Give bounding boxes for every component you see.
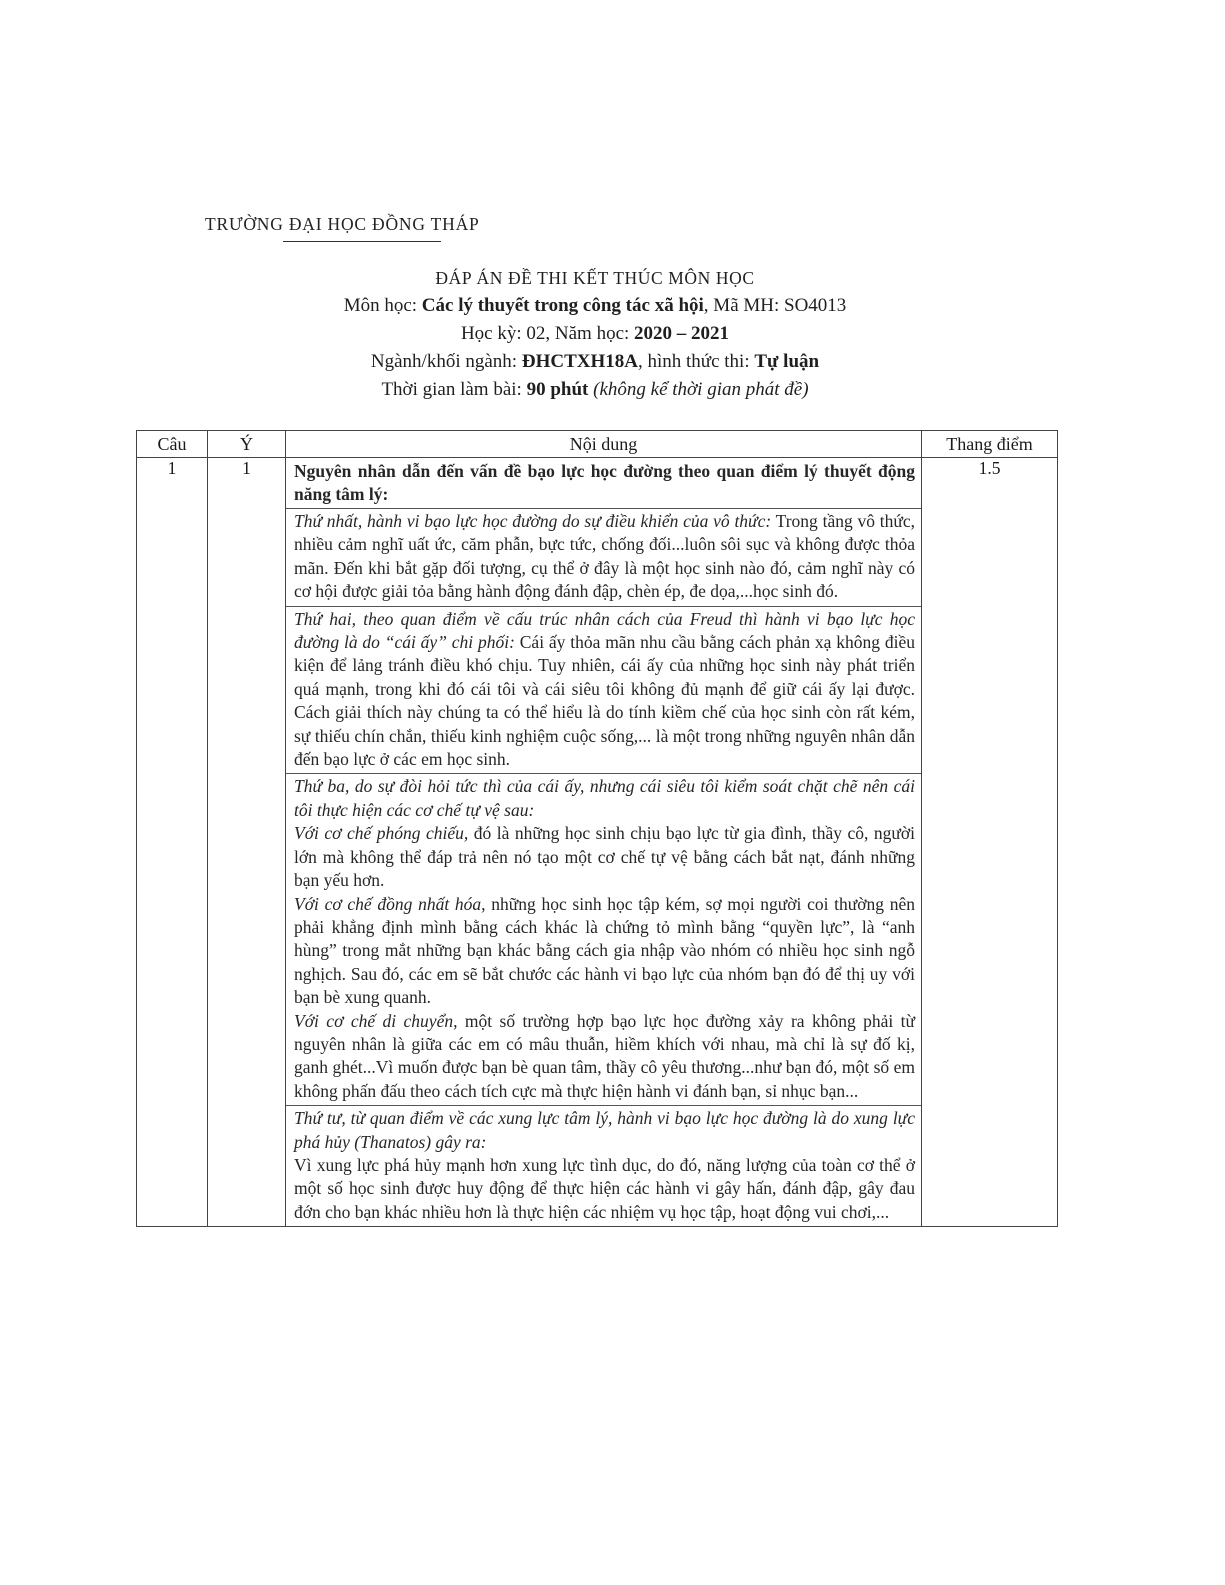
mechanism-displacement	[294, 1010, 915, 1104]
header-content: Nội dung	[286, 431, 922, 458]
header-part: Ý	[208, 431, 286, 458]
point-third	[286, 774, 921, 1106]
mechanism-displacement-text: một số trường hợp bạo lực học đường xảy ra không phải từ nguyên nhân là giữa các em có mâu thuẫn, hiềm khích với nhau, mà chỉ là sự đố kị, ganh ghét...Vì muốn được bạn bè quan tâm, thầy cô yêu thương...như bạn đó, một số em không phấn đấu theo cách tích cực mà thực hiện hành vi đánh bạn, sỉ nhục bạn...	[294, 1010, 915, 1101]
mechanism-projection-lead: Với cơ chế phóng chiếu,	[294, 823, 469, 844]
mechanism-projection-text: đó là những học sinh chịu bạo lực từ gia đình, thầy cô, người lớn mà không thể đáp trả nên nó tạo một cơ chế tự vệ bằng cách bắt nạt, đánh những bạn yếu hơn.	[294, 823, 915, 891]
time-line	[195, 376, 995, 404]
score-value: 1.5	[922, 458, 1058, 1227]
point-first-text: Trong tầng vô thức, nhiều cảm nghĩ uất ức, căm phẫn, bực tức, chống đối...luôn sôi sục và không được thỏa mãn. Đến khi bắt gặp đối tượng, cụ thể ở đây là một học sinh nào đó, cảm nghĩ này có cơ hội được giải tỏa bằng hành động đánh đập, chèn ép, đe dọa,...học sinh đó.	[294, 511, 915, 602]
answer-content	[286, 458, 922, 1227]
semester-year: 2020 – 2021	[634, 323, 730, 344]
mechanism-projection	[294, 822, 915, 892]
mechanism-identification-lead: Với cơ chế đồng nhất hóa,	[294, 893, 486, 914]
document-title: ĐÁP ÁN ĐỀ THI KẾT THÚC MÔN HỌC	[435, 268, 755, 288]
point-fourth-text: Vì xung lực phá hủy mạnh hơn xung lực tình dục, do đó, năng lượng của toàn cơ thể ở một số học sinh được huy động để thực hiện các hành vi gây hấn, đánh đập, gây đau đớn cho bạn khác nhiều hơn là thực hiện các nhiệm vụ học tập, hoạt động vui chơi,...	[294, 1154, 915, 1222]
point-second-lead: Thứ hai, theo quan điểm về cấu trúc nhân cách của Freud thì hành vi bạo lực học đường là do “cái ấy” chi phối:	[294, 608, 915, 653]
point-second	[286, 607, 921, 775]
point-first	[286, 509, 921, 607]
exam-form: Tự luận	[754, 351, 820, 372]
subject-line	[195, 292, 995, 320]
point-second-text: Cái ấy thỏa mãn nhu cầu bằng cách phản xạ không điều kiện để lảng tránh điều khó chịu. Tuy nhiên, cái ấy của những học sinh này phát triển quá mạnh, trong khi đó cái tôi và cái siêu tôi không đủ mạnh để giữ cái ấy lại được. Cách giải thích này chúng ta có thể hiểu là do tính kiềm chế của học sinh còn rất kém, sự thiếu chín chắn, thiếu kinh nghiệm cuộc sống,... là một trong những nguyên nhân dẫn đến bạo lực ở các em học sinh.	[294, 632, 915, 770]
mechanism-identification	[294, 893, 915, 1010]
point-fourth	[286, 1106, 921, 1226]
semester-prefix: Học kỳ: 02, Năm học:	[460, 323, 635, 344]
time-value: 90 phút	[526, 379, 589, 400]
point-first-lead: Thứ nhất, hành vi bạo lực học đường do sự điều khiển của vô thức:	[294, 511, 772, 531]
time-prefix: Thời gian làm bài:	[381, 379, 527, 400]
point-fourth-lead: Thứ tư, từ quan điểm về các xung lực tâm lý, hành vi bạo lực học đường là do xung lực phá hủy (Thanatos) gây ra:	[294, 1108, 915, 1152]
part-number: 1	[208, 458, 286, 1227]
point-third-lead: Thứ ba, do sự đòi hỏi tức thì của cái ấy, nhưng cái siêu tôi kiểm soát chặt chẽ nên cái tôi thực hiện các cơ chế tự vệ sau:	[294, 776, 915, 820]
school-name: TRƯỜNG ĐẠI HỌC ĐỒNG THÁP	[205, 214, 480, 234]
exam-header	[195, 264, 995, 404]
table-header-row	[137, 431, 1058, 458]
subject-code: , Mã MH: SO4013	[703, 295, 847, 316]
semester-line	[195, 320, 995, 348]
question-number: 1	[137, 458, 208, 1227]
major-prefix: Ngành/khối ngành:	[370, 351, 522, 372]
subject-name: Các lý thuyết trong công tác xã hội	[421, 295, 704, 316]
header-score: Thang điểm	[922, 431, 1058, 458]
major-code: ĐHCTXH18A	[521, 351, 638, 372]
header-question: Câu	[137, 431, 208, 458]
exam-form-prefix: , hình thức thi:	[637, 351, 755, 372]
content-heading: Nguyên nhân dẫn đến vấn đề bạo lực học đường theo quan điểm lý thuyết động năng tâm lý:	[286, 458, 921, 509]
mechanism-displacement-lead: Với cơ chế di chuyển,	[294, 1010, 458, 1031]
major-line	[195, 348, 995, 376]
mechanism-identification-text: những học sinh học tập kém, sợ mọi người coi thường nên phải khẳng định mình bằng cách khác là chứng tỏ mình bằng “quyền lực”, là “anh hùng” trong mắt những bạn khác bằng cách gia nhập vào nhóm có nhiều học sinh ngỗ nghịch. Sau đó, các em sẽ bắt chước các hành vi bạo lực của nhóm bạn đó để thị uy với bạn bè xung quanh.	[294, 893, 915, 1008]
answer-table	[136, 430, 1058, 1227]
school-underline	[283, 241, 441, 242]
time-note: (không kể thời gian phát đề)	[588, 379, 809, 400]
subject-prefix: Môn học:	[343, 295, 422, 316]
table-row	[137, 458, 1058, 1227]
